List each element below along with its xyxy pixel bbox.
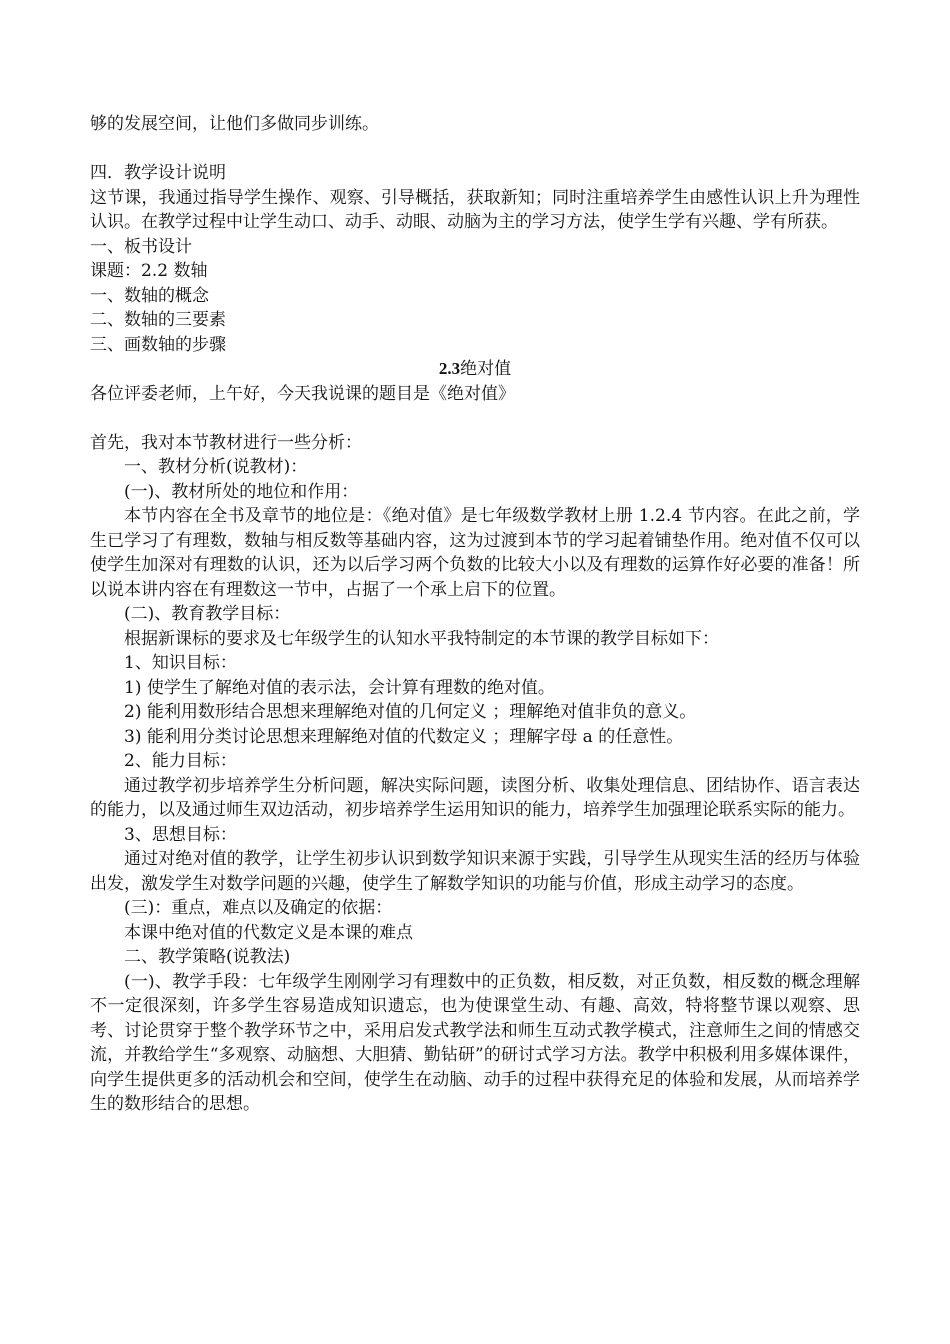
section-title-text: 绝对值 [460, 359, 512, 379]
design-note-heading: 四．教学设计说明 [90, 163, 226, 183]
ability-heading: 2、能力目标： [124, 751, 237, 771]
section-title [90, 357, 860, 382]
board-item: 三、画数轴的步骤 [90, 334, 226, 355]
blank-line [90, 137, 860, 162]
knowledge-item: 3) 能利用分类讨论思想来理解绝对值的代数定义 ；理解字母 a 的任意性。 [124, 726, 684, 747]
section-number: 2.3 [438, 359, 461, 378]
knowledge-item: 2) 能利用数形结合思想来理解绝对值的几何定义 ；理解绝对值非负的意义。 [124, 702, 697, 722]
key-points-heading: (三)：重点，难点以及确定的依据： [124, 898, 393, 918]
analysis-intro: 首先，我对本节教材进行一些分析： [90, 432, 362, 453]
continuation-text: 够的发展空间，让他们多做同步训练。 [90, 114, 379, 134]
blank-line [90, 406, 860, 431]
board-topic: 课题：2.2 数轴 [90, 261, 208, 281]
position-paragraph: 本节内容在全书及章节的地位是：《绝对值》是七年级数学教材上册 1.2.4 节内容。在此之前，学生已学习了有理数，数轴与相反数等基础内容，这为过渡到本节的学习起着铺垫作用。绝对值不仅可以使学生加深对有理数的认识，还为以后学习两个负数的比较大小以及有理数的运算作好必要的准备！所以说本讲内容在有理数这一节中，占据了一个承上启下的位置。 [90, 506, 860, 600]
board-item: 二、数轴的三要素 [90, 310, 226, 330]
objectives-heading: (二)、教育教学目标： [124, 604, 291, 624]
objectives-intro: 根据新课标的要求及七年级学生的认知水平我特制定的本节课的教学目标如下： [124, 628, 719, 649]
ability-paragraph: 通过教学初步培养学生分析问题，解决实际问题，读图分析、收集处理信息、团结协作、语言表达的能力，以及通过师生双边活动，初步培养学生运用知识的能力，培养学生加强理论联系实际的能力。 [90, 775, 860, 820]
analysis-heading: 一、教材分析(说教材)： [124, 457, 308, 477]
thought-paragraph: 通过对绝对值的教学，让学生初步认识到数学知识来源于实践，引导学生从现实生活的经历与体验出发，激发学生对数学问题的兴趣，使学生了解数学知识的功能与价值，形成主动学习的态度。 [90, 849, 860, 894]
thought-heading: 3、思想目标： [124, 824, 237, 845]
greeting-text: 各位评委老师，上午好，今天我说课的题目是《绝对值》 [90, 383, 515, 404]
key-points-text: 本课中绝对值的代数定义是本课的难点 [124, 922, 413, 943]
position-heading: (一)、教材所处的地位和作用： [124, 481, 359, 502]
design-note-body: 这节课，我通过指导学生操作、观察、引导概括，获取新知；同时注重培养学生由感性认识上升为理性认识。在教学过程中让学生动口、动手、动眼、动脑为主的学习方法，使学生学有兴趣、学有所获。 [90, 187, 860, 232]
strategy-paragraph: (一)、教学手段：七年级学生刚刚学习有理数中的正负数，相反数，对正负数，相反数的概念理解不一定很深刻，许多学生容易造成知识遗忘，也为使课堂生动、有趣、高效，特将整节课以观察、思考、讨论贯穿于整个教学环节之中，采用启发式教学法和师生互动式教学模式，注意师生之间的情感交流，并教给学生“多观察、动脑想、大胆猜、勤钻研”的研讨式学习方法。教学中积极利用多媒体课件，向学生提供更多的活动机会和空间，使学生在动脑、动手的过程中获得充足的体验和发展，从而培养学生的数形结合的思想。 [90, 971, 860, 1114]
board-design-heading: 一、板书设计 [90, 236, 192, 257]
board-item: 一、数轴的概念 [90, 285, 209, 306]
knowledge-heading: 1、知识目标： [124, 653, 237, 673]
strategy-heading: 二、教学策略(说教法) [124, 947, 291, 967]
knowledge-item: 1) 使学生了解绝对值的表示法，会计算有理数的绝对值。 [124, 677, 555, 698]
